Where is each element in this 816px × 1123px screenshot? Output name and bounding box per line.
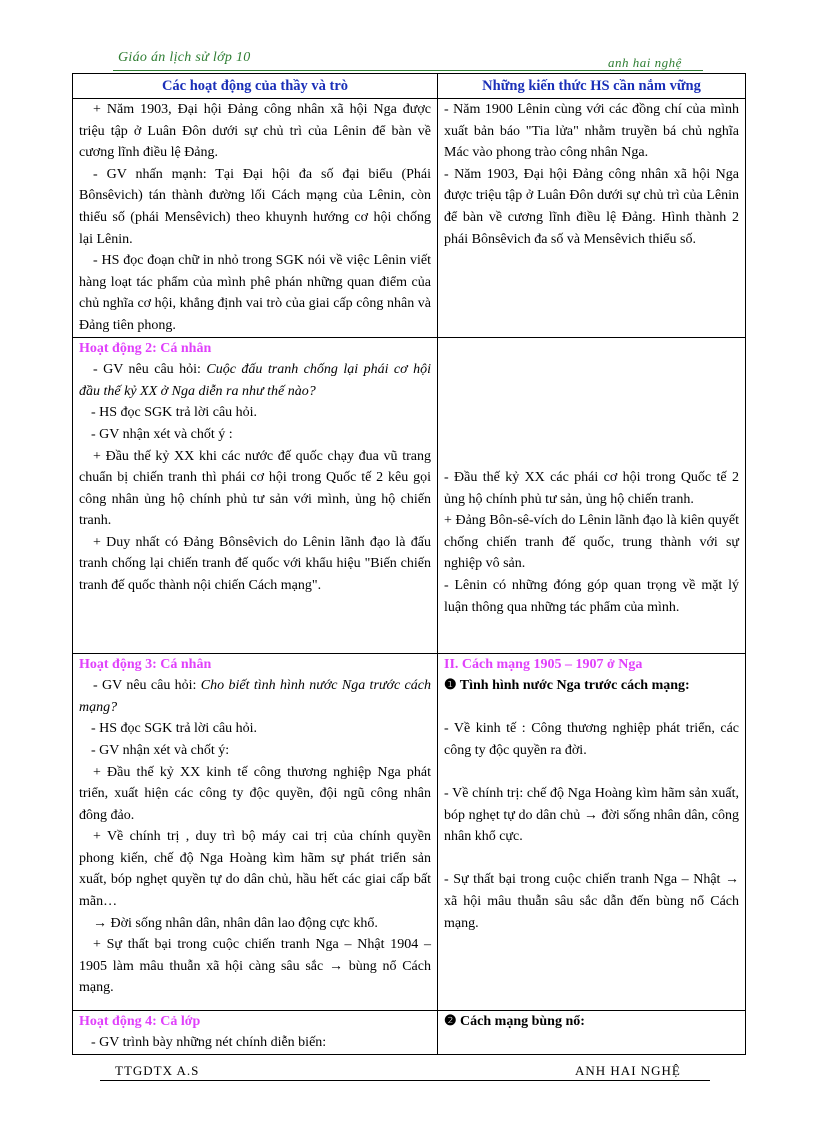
- row1-right-cell: [438, 99, 746, 338]
- paragraph: - Sự thất bại trong cuộc chiến tranh Nga – Nhật → xã hội mâu thuẫn sâu sắc dẫn đến bùng nổ Cách mạng.: [444, 872, 739, 931]
- paragraph: - Lênin có những đóng góp quan trọng về mặt lý luận thông qua những tác phẩm của mình.: [444, 578, 739, 615]
- table-row: [73, 337, 746, 653]
- footer-right: ANH HAI NGHỆ: [575, 1063, 681, 1078]
- row3-right-cell: [438, 653, 746, 1010]
- table-row: [73, 1010, 746, 1054]
- header-left-title: Giáo án lịch sử lớp 10: [118, 50, 251, 65]
- col1-header: Các hoạt động của thầy và trò: [73, 74, 438, 99]
- row3-left-cell: [73, 653, 438, 1010]
- paragraph: + Về chính trị , duy trì bộ máy cai trị của chính quyền phong kiến, chế độ Nga Hoàng kìm hãm sự phát triển sản xuất, bóp nghẹt quyền tự do dân chủ, hầu hết các giai cấp bất mãn…: [79, 829, 431, 910]
- activity-heading: Hoạt động 4: Cả lớp: [79, 1013, 201, 1029]
- row2-right-cell: [438, 337, 746, 653]
- activity-heading: Hoạt động 2: Cá nhân: [79, 340, 212, 356]
- question-paragraph: [79, 359, 431, 402]
- question-paragraph: [79, 675, 431, 718]
- activity-heading: Hoạt động 3: Cá nhân: [79, 656, 212, 672]
- row1-left-cell: [73, 99, 438, 338]
- paragraph: - Năm 1903, Đại hội Đảng công nhân xã hội Nga được triệu tập ở Luân Đôn dưới sự chủ trì của Lênin để bàn về cương lĩnh điều lệ Đảng. Hình thành 2 phái Bônsêvich đa số và Mensêvich thiểu số.: [444, 166, 739, 247]
- question-text: Cho biết tình hình nước Nga trước cách mạng?: [79, 678, 431, 715]
- list-item: - HS đọc SGK trả lời câu hỏi.: [91, 405, 258, 421]
- question-text: Cuộc đấu tranh chống lại phái cơ hội đầu thế kỷ XX ở Nga diễn ra như thế nào?: [79, 362, 431, 399]
- paragraph: - Đầu thế kỷ XX các phái cơ hội trong Quốc tế 2 ủng hộ chính phủ tư sản, ủng hộ chiến tranh.: [444, 470, 739, 507]
- header-rule: [113, 70, 703, 71]
- row2-left-cell: [73, 337, 438, 653]
- paragraph: - Năm 1900 Lênin cùng với các đồng chí của mình xuất bản báo "Tia lửa" nhằm truyền bá chủ nghĩa Mác vào phong trào công nhân Nga.: [444, 102, 739, 161]
- header-right-author: anh hai nghệ: [608, 55, 682, 70]
- footer-left: TTGDTX A.S: [115, 1063, 200, 1078]
- row4-left-cell: [73, 1010, 438, 1054]
- paragraph: + Năm 1903, Đại hội Đảng công nhân xã hội Nga được triệu tập ở Luân Đôn dưới sự chủ trì của Lênin để bàn về cương lĩnh điều lệ Đảng.: [79, 102, 431, 161]
- paragraph: - Về chính trị: chế độ Nga Hoàng kìm hãm sản xuất, bóp nghẹt tự do dân chủ → đời sống nhân dân, công nhân khổ cực.: [444, 786, 739, 845]
- list-item: - GV nhận xét và chốt ý :: [91, 426, 233, 442]
- table-header-row: [73, 74, 746, 99]
- col2-header: Những kiến thức HS cần nắm vững: [438, 74, 746, 99]
- table-row: [73, 99, 746, 338]
- paragraph: → Đời sống nhân dân, nhân dân lao động cực khổ.: [93, 915, 378, 931]
- paragraph: + Đầu thế kỷ XX kinh tế công thương nghiệp Nga phát triển, xuất hiện các công ty độc quyền, đội ngũ công nhân đông đảo.: [79, 764, 431, 823]
- paragraph: - Về kinh tế : Công thương nghiệp phát triển, các công ty độc quyền ra đời.: [444, 721, 739, 758]
- paragraph: - GV nhấn mạnh: Tại Đại hội đa số đại biểu (Phái Bônsêvich) tán thành đường lối Cách mạng của Lênin, còn thiểu số (phái Mensêvich) theo khuynh hướng cơ hội chống lại Lênin.: [79, 166, 431, 247]
- subsection-heading: ❷ Cách mạng bùng nổ:: [444, 1013, 585, 1029]
- question-prefix: - GV nêu câu hỏi:: [93, 678, 201, 694]
- question-prefix: - GV nêu câu hỏi:: [93, 362, 207, 378]
- lesson-table: [72, 73, 746, 1055]
- row4-right-cell: [438, 1010, 746, 1054]
- list-item: - GV nhận xét và chốt ý:: [91, 742, 230, 758]
- paragraph: + Sự thất bại trong cuộc chiến tranh Nga – Nhật 1904 – 1905 làm mâu thuẫn xã hội càng sâu sắc → bùng nổ Cách mạng.: [79, 937, 431, 996]
- list-item: - GV trình bày những nét chính diễn biến:: [91, 1035, 327, 1051]
- footer-rule: [100, 1080, 710, 1081]
- paragraph: + Đầu thế kỷ XX khi các nước đế quốc chạy đua vũ trang chuẩn bị chiến tranh thì phái cơ hội trong Quốc tế 2 kêu gọi công nhân ủng hộ chính phủ tư sản với mình, ủng hộ chiến tranh.: [79, 448, 431, 529]
- section-heading: II. Cách mạng 1905 – 1907 ở Nga: [444, 656, 643, 672]
- table-row: [73, 653, 746, 1010]
- subsection-heading: ❶ Tình hình nước Nga trước cách mạng:: [444, 678, 690, 694]
- paragraph: - HS đọc đoạn chữ in nhỏ trong SGK nói về việc Lênin viết hàng loạt tác phẩm của mình phê phán những quan điểm của chủ nghĩa cơ hội, khẳng định vai trò của giai cấp công nhân và Đảng tiên phong.: [79, 253, 431, 333]
- list-item: - HS đọc SGK trả lời câu hỏi.: [91, 721, 258, 737]
- paragraph: + Duy nhất có Đảng Bônsêvich do Lênin lãnh đạo là đấu tranh chống lại chiến tranh đế quốc với khẩu hiệu "Biến chiến tranh đế quốc thành nội chiến Cách mạng".: [79, 534, 431, 594]
- paragraph: + Đảng Bôn-sê-vích do Lênin lãnh đạo là kiên quyết chống chiến tranh đế quốc, trung thành với sự nghiệp vô sản.: [444, 513, 739, 572]
